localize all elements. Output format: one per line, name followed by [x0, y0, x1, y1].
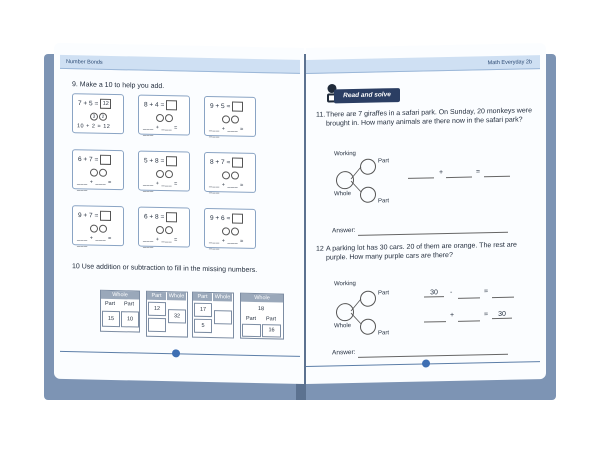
exercise-bond-circle[interactable]	[156, 226, 164, 234]
exercise-equation	[144, 100, 177, 111]
q11-blank-2[interactable]	[446, 177, 472, 179]
q12-part-label: Part	[378, 290, 390, 297]
exercise-equation-text: 6 + 7 =	[78, 155, 99, 164]
table-4-value-2[interactable]: 16	[262, 324, 281, 337]
q11-working-label: Working	[334, 150, 356, 158]
table-3-part-header: Part	[193, 293, 212, 301]
q11-bond-lines	[350, 165, 364, 195]
exercise-bond-circle[interactable]	[231, 115, 239, 123]
q11-whole-label: Whole	[334, 191, 352, 198]
exercise-working-line[interactable]: ___ + ___ = ___	[77, 179, 112, 192]
exercise-working-line[interactable]: ___ + ___ = ___	[209, 182, 244, 195]
exercise-working-line[interactable]: ___ + ___ = ___	[143, 236, 178, 249]
right-page-header: Math Everyday 2b	[306, 55, 540, 74]
table-4-whole-header: Whole	[241, 294, 283, 303]
question-9-label: 9. Make a 10 to help you add.	[72, 81, 165, 91]
exercise-card	[138, 151, 190, 192]
exercise-answer-box[interactable]: 12	[100, 99, 111, 109]
q11-blank-1[interactable]	[408, 177, 434, 179]
open-workbook	[44, 48, 556, 400]
q12-part-label-2: Part	[378, 330, 390, 337]
q12-answer-label: Answer:	[332, 348, 356, 357]
exercise-card	[138, 207, 190, 248]
exercise-answer-box[interactable]	[166, 212, 177, 222]
exercise-bond-circle[interactable]	[165, 170, 173, 178]
exercise-equation-text: 7 + 5 =	[78, 99, 99, 108]
question-10-label: 10 Use addition or subtraction to fill in the missing numbers.	[72, 263, 258, 275]
exercise-bond-circle[interactable]: 2	[99, 113, 107, 121]
exercise-bond-circle[interactable]	[222, 115, 230, 123]
exercise-answer-box[interactable]	[166, 156, 177, 166]
exercise-answer-box[interactable]	[166, 100, 177, 110]
table-2-value-2[interactable]: 32	[168, 309, 186, 323]
exercise-working-line[interactable]: 10 + 2 = 12	[77, 123, 111, 130]
q12-line1-blank-1[interactable]	[458, 297, 480, 298]
q12-plus-sign: +	[450, 311, 455, 319]
right-page-marker	[422, 359, 430, 367]
exercise-equation	[210, 101, 243, 112]
exercise-equation-text: 8 + 4 =	[144, 101, 165, 109]
exercise-working-line[interactable]: ___ + ___ = ___	[143, 180, 178, 193]
exercise-equation-text: 9 + 5 =	[210, 102, 231, 111]
q11-plus-sign: +	[439, 169, 444, 177]
exercise-card	[72, 149, 124, 190]
q12-working-label: Working	[334, 280, 356, 288]
q11-answer-line[interactable]	[358, 232, 508, 236]
exercise-equation	[210, 157, 243, 168]
exercise-equation-text: 9 + 7 =	[78, 211, 99, 220]
exercise-equation	[78, 98, 111, 109]
exercise-answer-box[interactable]	[232, 157, 243, 167]
exercise-equation-text: 5 + 8 =	[144, 157, 165, 165]
exercise-bond-circle[interactable]	[90, 225, 98, 233]
exercise-answer-box[interactable]	[100, 155, 111, 165]
table-1-part-2: Part	[120, 301, 138, 309]
number-bond-table-4	[240, 293, 284, 340]
q12-whole-label: Whole	[334, 323, 352, 330]
table-2-part-header: Part	[147, 292, 166, 300]
exercise-working-line[interactable]: ___ + ___ = ___	[143, 124, 178, 137]
q12-minus-sign: -	[450, 288, 453, 296]
exercise-equation	[210, 213, 243, 224]
exercise-card	[204, 96, 256, 137]
exercise-card	[204, 208, 256, 249]
table-4-part-1: Part	[242, 316, 260, 323]
q12-answer-line[interactable]	[358, 354, 508, 358]
q11-part-label-2: Part	[378, 198, 390, 205]
q11-answer-label: Answer:	[332, 226, 356, 235]
q12-equals-sign-2: =	[484, 311, 489, 319]
q12-line1-blank-2[interactable]	[492, 297, 514, 298]
question-12-number: 12	[316, 245, 324, 253]
exercise-bond-circle[interactable]	[165, 114, 173, 122]
table-3-value-1[interactable]: 17	[194, 303, 212, 317]
exercise-bond-circle[interactable]	[222, 171, 230, 179]
left-page-marker	[172, 349, 180, 357]
table-4-value-1[interactable]: 18	[249, 304, 273, 315]
exercise-bond-circle[interactable]: 3	[90, 113, 98, 121]
exercise-bond-circle[interactable]	[99, 225, 107, 233]
number-bond-table-3	[192, 292, 234, 339]
number-bond-table-1	[100, 290, 140, 333]
table-1-whole-header: Whole	[101, 291, 139, 300]
exercise-working-line[interactable]: ___ + ___ = ___	[209, 238, 244, 251]
right-page	[306, 43, 546, 384]
q12-line2-blank-2[interactable]	[458, 320, 480, 321]
exercise-bond-circle[interactable]	[99, 169, 107, 177]
table-1-part-1: Part	[101, 301, 119, 309]
q11-blank-3[interactable]	[484, 176, 510, 178]
table-3-value-2[interactable]: 5	[194, 319, 212, 333]
q11-part-label: Part	[378, 158, 390, 165]
exercise-answer-box[interactable]	[232, 213, 243, 223]
q12-line2-value[interactable]: 30	[492, 311, 512, 319]
exercise-equation	[78, 154, 111, 165]
read-and-solve-banner: Read and solve	[334, 88, 400, 103]
exercise-bond-circle[interactable]	[156, 170, 164, 178]
exercise-answer-box[interactable]	[232, 101, 243, 111]
exercise-bond-circle[interactable]	[231, 227, 239, 235]
exercise-equation-text: 6 + 8 =	[144, 213, 165, 221]
question-12-text: A parking lot has 30 cars. 20 of them are orange. The rest are purple. How many purple cars are there?	[326, 241, 517, 262]
exercise-equation	[144, 156, 177, 167]
exercise-equation-text: 8 + 7 =	[210, 158, 231, 167]
exercise-equation	[144, 212, 177, 223]
table-1-value-1[interactable]: 15	[102, 311, 120, 327]
exercise-working-line[interactable]: ___ + ___ = ___	[77, 235, 112, 248]
exercise-bond-circle[interactable]	[231, 171, 239, 179]
exercise-card	[204, 152, 256, 193]
table-4-blank[interactable]	[242, 324, 261, 337]
table-1-value-2[interactable]: 10	[121, 311, 139, 327]
table-4-part-2: Part	[262, 316, 280, 323]
table-3-blank[interactable]	[214, 310, 232, 324]
table-2-blank[interactable]	[148, 318, 166, 332]
q12-bond-lines	[350, 297, 364, 327]
exercise-bond-circle[interactable]	[165, 226, 173, 234]
left-page	[54, 43, 304, 384]
table-2-value-1[interactable]: 12	[148, 302, 166, 316]
exercise-working-line[interactable]: ___ + ___ = ___	[209, 126, 244, 139]
table-2-whole-header: Whole	[168, 293, 185, 300]
exercise-answer-box[interactable]	[100, 211, 111, 221]
number-bond-table-2	[146, 291, 188, 338]
exercise-bond-circle[interactable]	[90, 169, 98, 177]
question-11-text: There are 7 giraffes in a safari park. On Sunday, 20 monkeys were brought in. How many animals are there now in the safari park?	[326, 107, 532, 128]
q12-line1-value[interactable]: 30	[424, 289, 444, 297]
exercise-bond-circle[interactable]	[156, 114, 164, 122]
q11-equals-sign: =	[476, 168, 481, 176]
table-3-whole-header: Whole	[214, 294, 231, 301]
exercise-equation-text: 9 + 6 =	[210, 214, 231, 223]
left-footer-line	[60, 351, 300, 357]
question-11-number: 11.	[316, 111, 326, 119]
left-page-header: Number Bonds	[60, 55, 300, 74]
exercise-card	[72, 93, 124, 134]
exercise-bond-circle[interactable]	[222, 227, 230, 235]
exercise-card	[138, 95, 190, 136]
q12-equals-sign-1: =	[484, 288, 489, 296]
q12-line2-blank-1[interactable]	[424, 321, 446, 322]
exercise-card	[72, 205, 124, 246]
exercise-equation	[78, 210, 111, 221]
